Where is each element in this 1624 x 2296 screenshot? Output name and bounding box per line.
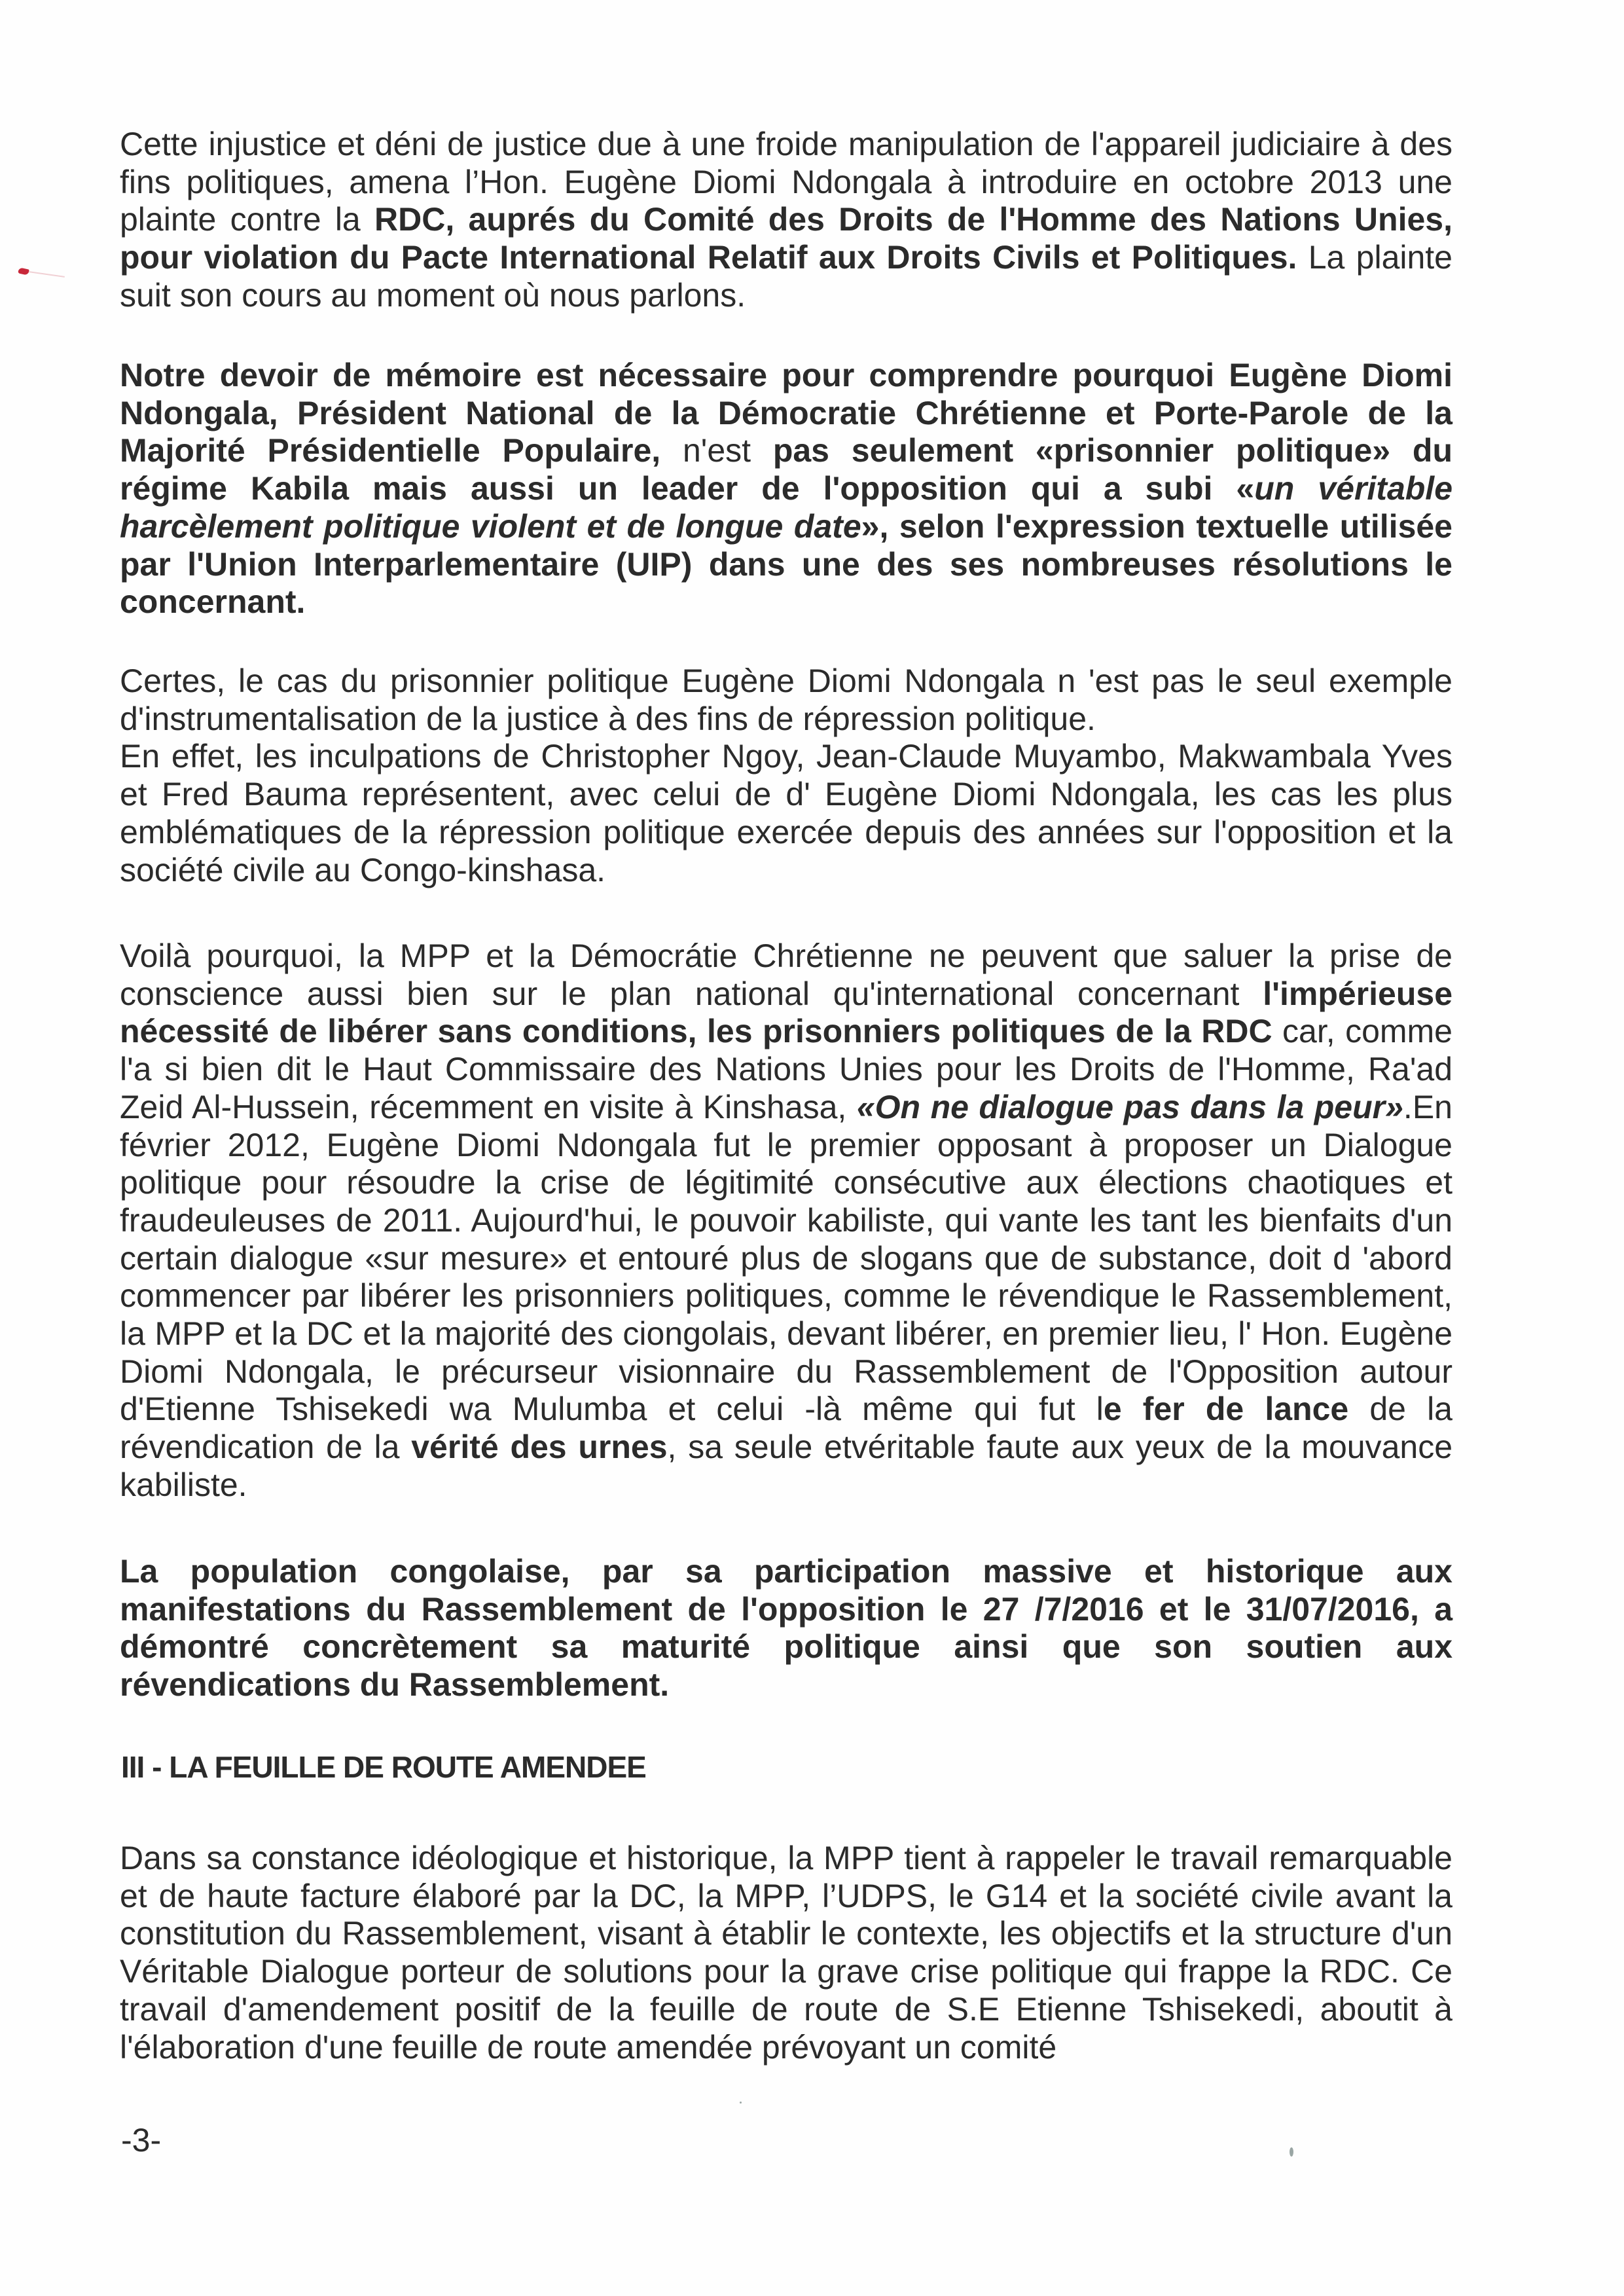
- red-ink-margin-mark: [18, 267, 29, 275]
- paragraph-line-b: En effet, les inculpations de Christopher Ngoy, Jean-Claude Muyambo, Makwambala Yves et Fred Bauma représentent, avec celui de d' Eugène Diomi Ndongala, les cas les plus emblématiques de la répression politique exercée depuis des années sur l'opposition et la société civile au Congo-kinshasa.: [120, 738, 1453, 888]
- paragraph-dialogue: [120, 938, 1453, 1504]
- page-number: -3-: [121, 2122, 162, 2159]
- section-heading: III - LA FEUILLE DE ROUTE AMENDEE: [121, 1750, 646, 1784]
- bold-text: vérité des urnes: [411, 1429, 668, 1466]
- paragraph-roadmap: [120, 1840, 1453, 2066]
- paragraph-complaint: [120, 126, 1453, 315]
- paragraph-line-a: Certes, le cas du prisonnier politique Eugène Diomi Ndongala n 'est pas le seul exemple d'instrumentalisation de la justice à des fins de répression politique.: [120, 663, 1453, 737]
- paragraph-text: Dans sa constance idéologique et historique, la MPP tient à rappeler le travail remarquable et de haute facture élaboré par la DC, la MPP, l’UDPS, le G14 et la société civile avant la constitution du Rassemblement, visant à établir le contexte, les objectifs et la structure d'un Véritable Dialogue porteur de solutions pour la grave crise politique qui frappe la RDC. Ce travail d'amendement positif de la feuille de route de S.E Etienne Tshisekedi, aboutit à l'élaboration d'une feuille de route amendée prévoyant un comité: [120, 1840, 1453, 2066]
- paragraph-text: n'est: [660, 432, 773, 469]
- scan-speck: [740, 2102, 742, 2104]
- paragraph-text: car, comme l'a si bien dit le Haut Commissaire des Nations Unies pour les Droits de l'Homme, Ra'ad Zeid Al-Hussein, récemment en visite à Kinshasa,: [120, 1013, 1453, 1125]
- scan-speck: [1290, 2147, 1293, 2157]
- bold-text: Notre devoir de mémoire est nécessaire pour comprendre pourquoi Eugène Diomi Ndongala, Président National de la Démocratie Chrétienne et Porte-Parole de la Majorité Présidentielle Populaire,: [120, 357, 1453, 469]
- red-ink-trail: [29, 271, 65, 278]
- bold-text: La population congolaise, par sa participation massive et historique aux manifestations du Rassemblement de l'opposition le 27 /7/2016 et le 31/07/2016, a démontré concrètement sa maturité politique ainsi que son soutien aux révendications du Rassemblement.: [120, 1553, 1453, 1704]
- paragraph-political-prisoners: [120, 663, 1453, 889]
- paragraph-text: Voilà pourquoi, la MPP et la Démocrátie Chrétienne ne peuvent que saluer la prise de conscience aussi bien sur le plan national qu'international concernant: [120, 938, 1453, 1012]
- paragraph-duty-of-memory: [120, 357, 1453, 621]
- bold-text: e fer de lance: [1103, 1391, 1349, 1428]
- paragraph-text: La plainte suit son cours au moment où nous parlons.: [120, 239, 1453, 314]
- paragraph-population: [120, 1553, 1453, 1704]
- bold-text: pas seulement «prisonnier politique» du régime Kabila mais aussi un leader de l'opposition qui a subi «: [120, 432, 1453, 507]
- paragraph-text: de la révendication de la: [120, 1391, 1453, 1466]
- paragraph-text: Cette injustice et déni de justice due à une froide manipulation de l'appareil judiciaire à des fins politiques, amena l’Hon. Eugène Diomi Ndongala à introduire en octobre 2013 une plainte contre la: [120, 126, 1453, 238]
- bold-italic-quote: un véritable harcèlement politique violent et de longue date: [120, 470, 1453, 545]
- bold-text: RDC, auprés du Comité des Droits de l'Homme des Nations Unies, pour violation du Pacte International Relatif aux Droits Civils et Politiques.: [120, 201, 1453, 276]
- bold-text: l'impérieuse nécessité de libérer sans conditions, les prisonniers politiques de la RDC: [120, 975, 1453, 1050]
- paragraph-text: , sa seule etvéritable faute aux yeux de la mouvance kabiliste.: [120, 1429, 1453, 1503]
- paragraph-text: .En février 2012, Eugène Diomi Ndongala fut le premier opposant à proposer un Dialogue politique pour résoudre la crise de légitimité consécutive aux élections chaotiques et fraudeuleuses de 2011. Aujourd'hui, le pouvoir kabiliste, qui vante les tant les bienfaits d'un certain dialogue «sur mesure» et entouré plus de slogans que de substance, doit d 'abord commencer par libérer les prisonniers politiques, comme le révendique le Rassemblement, la MPP et la DC et la majorité des ciongolais, devant libérer, en premier lieu, l' Hon. Eugène Diomi Ndongala, le précurseur visionnaire du Rassemblement de l'Opposition autour d'Etienne Tshisekedi wa Mulumba et celui -là même qui fut l: [120, 1088, 1453, 1428]
- bold-text: », selon l'expression textuelle utilisée par l'Union Interparlementaire (UIP) dans une des ses nombreuses résolutions le concernant.: [120, 507, 1453, 621]
- bold-italic-quote: «On ne dialogue pas dans la peur»: [856, 1088, 1403, 1125]
